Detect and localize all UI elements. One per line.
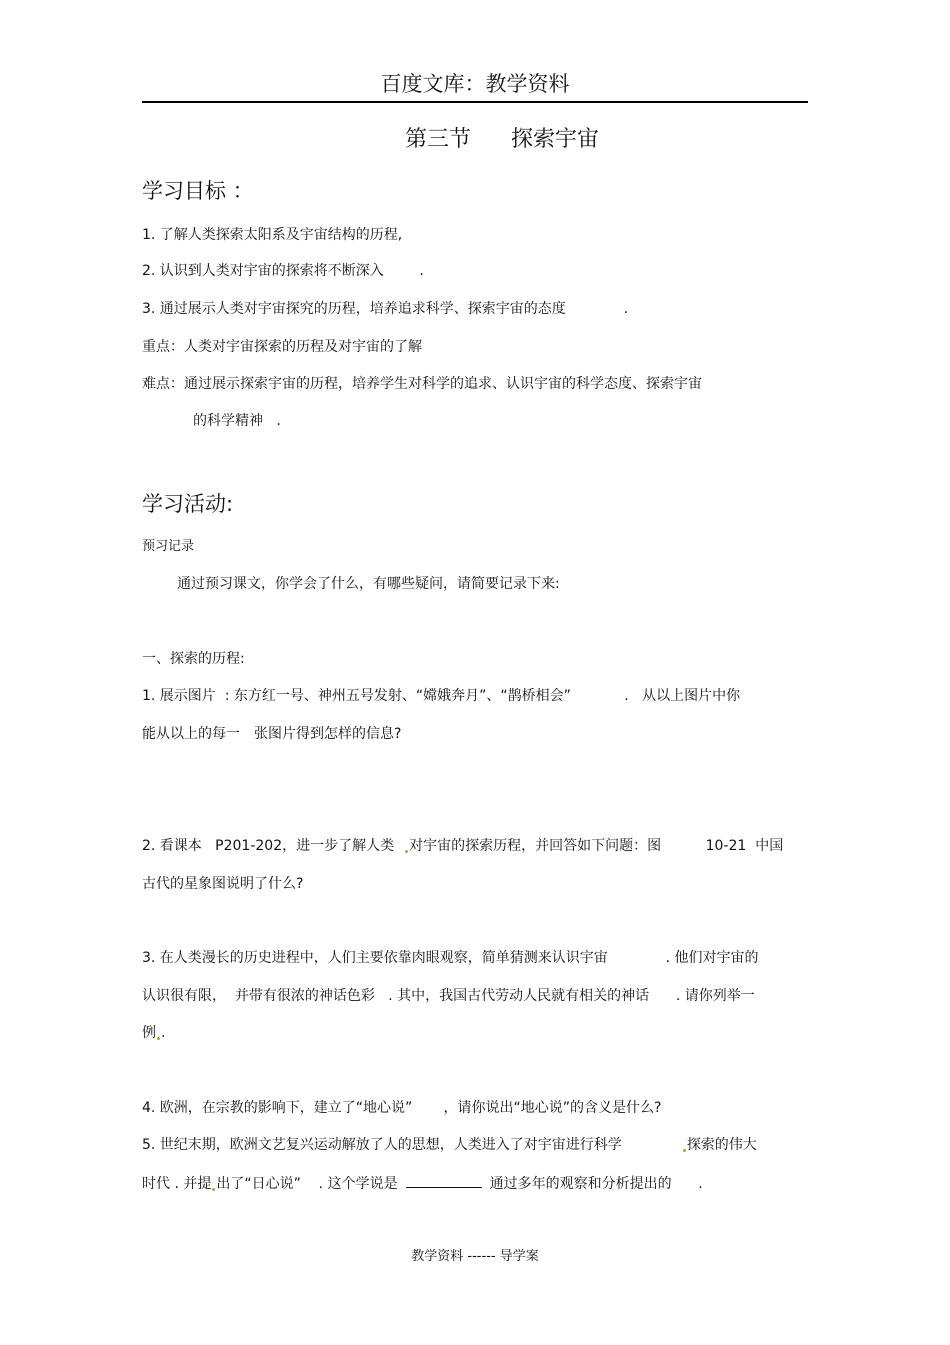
page-header-title: 百度文库：教学资料 [380, 72, 570, 96]
question-3-line: 例 . [142, 1025, 166, 1041]
header-divider [142, 101, 808, 103]
page-footer: 教学资料 ------ 导学案 [411, 1249, 539, 1264]
question-1-line: 1. 展示图片 : 东方红一号、神州五号发射、“嫦娥奔月”、“鹊桥相会” . 从以上图片中你 [142, 688, 741, 704]
question-3-line: 3. 在人类漫长的历史进程中，人们主要依靠肉眼观察，简单猜测来认识宇宙 . 他们对宇宙的 [142, 950, 759, 966]
preview-prompt: 通过预习课文，你学会了什么，有哪些疑问，请简要记录下来: [177, 576, 560, 592]
difficulty-line: 难点：通过展示探索宇宙的历程，培养学生对科学的追求、认识宇宙的科学态度、探索宇宙 [142, 376, 702, 392]
key-point: 重点：人类对宇宙探索的历程及对宇宙的了解 [142, 339, 422, 355]
question-5-line: 5. 世纪末期，欧洲文艺复兴运动解放了人的思想，人类进入了对宇宙进行科学 探索的伟大 [142, 1137, 757, 1153]
question-5-line: 时代 . 并提 出了“日心说” . 这个学说是 通过多年的观察和分析提出的 . [142, 1176, 703, 1192]
preview-label: 预习记录 [142, 539, 195, 554]
objective-item: 3. 通过展示人类对宇宙探究的历程，培养追求科学、探索宇宙的态度 . [142, 301, 629, 317]
activities-heading: 学习活动: [142, 492, 234, 516]
answer-blank[interactable] [406, 1175, 482, 1188]
objectives-heading: 学习目标 ： [142, 179, 254, 203]
objective-item: 2. 认识到人类对宇宙的探索将不断深入 . [142, 263, 424, 279]
question-2-line: 2. 看课本 P201-202，进一步了解人类 对宇宙的探索历程，并回答如下问题：图 10-21 中国 [142, 838, 784, 854]
question-1-line: 能从以上的每一 张图片得到怎样的信息? [142, 726, 402, 742]
question-3-line: 认识很有限， 并带有很浓的神话色彩 . 其中，我国古代劳动人民就有相关的神话 . 请你列举一 [142, 988, 755, 1004]
objective-item: 1. 了解人类探索太阳系及宇宙结构的历程, [142, 227, 403, 243]
question-4: 4. 欧洲，在宗教的影响下，建立了“地心说” ，请你说出“地心说”的含义是什么? [142, 1100, 662, 1116]
difficulty-line: 的科学精神 . [193, 413, 281, 429]
section-title [0, 129, 950, 151]
section-number: 第三节 [404, 127, 471, 152]
part-one-heading: 一、探索的历程: [142, 651, 245, 667]
question-2-line: 古代的星象图说明了什么? [142, 876, 304, 892]
section-name: 探索宇宙 [511, 127, 600, 152]
